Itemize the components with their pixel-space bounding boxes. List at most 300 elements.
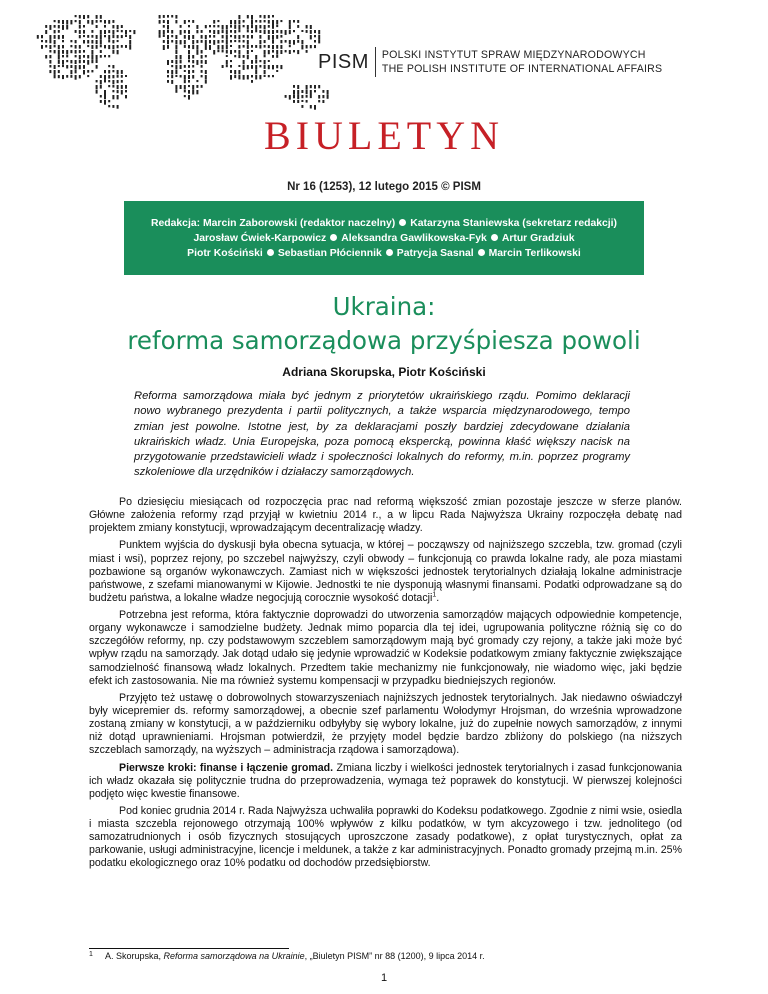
map-dot bbox=[75, 70, 77, 73]
map-dot bbox=[96, 60, 98, 63]
map-dot bbox=[251, 45, 253, 48]
map-dot bbox=[87, 35, 89, 38]
header bbox=[0, 0, 768, 130]
article-body bbox=[89, 496, 682, 875]
map-dot bbox=[163, 15, 165, 18]
map-dot bbox=[91, 45, 93, 49]
map-dot bbox=[66, 60, 68, 62]
bullet-dot-icon bbox=[386, 249, 393, 256]
bullet-dot-icon bbox=[330, 234, 337, 241]
map-dot bbox=[100, 45, 102, 47]
map-dot bbox=[167, 75, 169, 77]
institute-name-pl: POLSKI INSTYTUT SPRAW MIĘDZYNARODOWYCH bbox=[381, 49, 646, 61]
map-dot bbox=[301, 45, 303, 49]
map-dot bbox=[75, 30, 77, 33]
map-dot bbox=[188, 70, 190, 74]
map-dot bbox=[272, 65, 274, 69]
map-dot bbox=[125, 75, 127, 77]
map-dot bbox=[297, 50, 299, 54]
map-dot bbox=[243, 60, 245, 64]
map-dot bbox=[41, 40, 43, 42]
map-dot bbox=[243, 55, 245, 58]
world-map-logo-icon bbox=[16, 6, 356, 118]
map-dot bbox=[268, 25, 270, 28]
map-dot bbox=[230, 65, 232, 68]
map-dot bbox=[205, 35, 207, 39]
map-dot bbox=[280, 45, 282, 49]
map-dot bbox=[184, 35, 186, 39]
map-dot bbox=[222, 30, 224, 33]
map-dot bbox=[222, 35, 224, 38]
map-dot bbox=[104, 100, 106, 105]
map-dot bbox=[83, 30, 85, 34]
footnote-cited-title: Reforma samorządowa na Ukrainie bbox=[163, 951, 305, 961]
map-dot bbox=[201, 30, 203, 33]
map-dot bbox=[289, 50, 291, 54]
map-dot bbox=[66, 65, 68, 69]
map-dot bbox=[125, 90, 127, 92]
map-dot bbox=[159, 30, 161, 35]
map-dot bbox=[83, 55, 85, 58]
map-dot bbox=[251, 25, 253, 28]
map-dot bbox=[293, 90, 295, 95]
map-dot bbox=[75, 45, 77, 49]
map-dot bbox=[285, 30, 287, 35]
map-dot bbox=[314, 40, 316, 43]
map-dot bbox=[175, 50, 177, 54]
map-dot bbox=[276, 50, 278, 55]
map-dot bbox=[234, 20, 236, 25]
map-dot bbox=[259, 30, 261, 33]
map-dot bbox=[196, 80, 198, 82]
map-dot bbox=[79, 20, 81, 24]
map-dot bbox=[310, 90, 312, 95]
map-dot bbox=[306, 85, 308, 90]
map-dot bbox=[226, 45, 228, 49]
map-dot bbox=[293, 40, 295, 45]
map-dot bbox=[100, 95, 102, 98]
institute-name-en: THE POLISH INSTITUTE OF INTERNATIONAL AFFAIRS bbox=[381, 63, 663, 75]
map-dot bbox=[87, 75, 89, 77]
map-dot bbox=[171, 75, 173, 78]
map-dot bbox=[230, 45, 232, 47]
map-dot bbox=[314, 85, 316, 89]
map-dot bbox=[264, 70, 266, 74]
map-dot bbox=[125, 35, 127, 37]
map-dot bbox=[87, 70, 89, 73]
map-dot bbox=[112, 75, 114, 78]
map-dot bbox=[255, 45, 257, 48]
map-dot bbox=[222, 65, 224, 68]
map-dot bbox=[175, 55, 177, 59]
map-dot bbox=[217, 50, 219, 52]
map-dot bbox=[112, 40, 114, 43]
map-dot bbox=[205, 75, 207, 80]
map-dot bbox=[238, 40, 240, 42]
map-dot bbox=[243, 45, 245, 48]
map-dot bbox=[230, 30, 232, 33]
map-dot bbox=[167, 35, 169, 39]
map-dot bbox=[226, 25, 228, 30]
footnote-number: 1 bbox=[89, 951, 93, 958]
map-dot bbox=[251, 20, 253, 25]
map-dot bbox=[175, 75, 177, 77]
map-dot bbox=[306, 50, 308, 53]
map-dot bbox=[184, 70, 186, 72]
map-dot bbox=[247, 15, 249, 18]
map-dot bbox=[66, 20, 68, 25]
map-dot bbox=[192, 35, 194, 39]
map-dot bbox=[175, 45, 177, 50]
map-dot bbox=[79, 50, 81, 53]
map-dot bbox=[104, 45, 106, 48]
bullet-dot-icon bbox=[478, 249, 485, 256]
map-dot bbox=[87, 60, 89, 65]
map-dot bbox=[247, 65, 249, 69]
map-dot bbox=[100, 40, 102, 45]
map-dot bbox=[222, 25, 224, 30]
map-dot bbox=[96, 90, 98, 94]
map-dot bbox=[163, 35, 165, 37]
map-dot bbox=[175, 60, 177, 64]
map-dot bbox=[129, 45, 131, 50]
map-dot bbox=[243, 40, 245, 43]
map-dot bbox=[301, 100, 303, 102]
map-dot bbox=[91, 70, 93, 72]
article-authors: Adriana Skorupska, Piotr Kościński bbox=[282, 365, 486, 379]
map-dot bbox=[201, 70, 203, 73]
map-dot bbox=[196, 25, 198, 29]
map-dot bbox=[272, 50, 274, 53]
map-dot bbox=[104, 55, 106, 57]
map-dot bbox=[125, 85, 127, 89]
paragraph-4: Przyjęto też ustawę o dobrowolnych stowarzyszeniach najniższych jednostek terytorialnych. Jak niedawno oświadczył były wicepremier ds. reformy samorządowej, a obecnie szef parlamentu Wołodymyr Hrojsman, do września wprowadzone zostaną zmiany w konstytucji, a w październiku odbyłyby się wybory lokalne, już do zupełnie nowych samorządów, z innymi niż dotąd uprawnieniami. Hrojsman potwierdził, że przyjęty model będzie bardzo zbliżony do polskiego (na niższych szczeblach samorządy, na wyższych – administracja rządowa i samorządowa). bbox=[89, 691, 682, 757]
map-dot bbox=[213, 25, 215, 27]
map-dot bbox=[234, 35, 236, 39]
map-dot bbox=[45, 55, 47, 59]
editorial-line-1: Redakcja: Marcin Zaborowski (redaktor naczelny) Katarzyna Staniewska (sekretarz redakcji) bbox=[150, 217, 618, 229]
map-dot bbox=[251, 30, 253, 33]
map-dot bbox=[188, 90, 190, 94]
map-dot bbox=[310, 35, 312, 39]
map-dot bbox=[301, 90, 303, 93]
map-dot bbox=[243, 35, 245, 38]
map-dot bbox=[280, 20, 282, 22]
map-dot bbox=[108, 105, 110, 107]
page-number: 1 bbox=[380, 972, 388, 984]
map-dot bbox=[192, 55, 194, 59]
map-dot bbox=[163, 30, 165, 35]
map-dot bbox=[251, 80, 253, 83]
map-dot bbox=[238, 65, 240, 67]
paragraph-2: Punktem wyjścia do dyskusji była obecna sytuacja, w której – począwszy od najniższego szczebla, tzw. gromad (czyli miast i wsi), poprzez rejony, po szczebel najwyższy, czyli obwody – funkcjonują co prawda lokalne rady, ale poza miastami pozbawione są organów wykonawczych. Zamiast nich w większości jednostek terytorialnych działają lokalne administracje państwowe, z szefami mianowanymi w Kijowie. Jednostki te nie dysponują własnymi finansami. Podatki odprowadzane są do budżetu państwa, a lokalne władze negocjują corocznie wysokość dotacji$^1$. bbox=[89, 539, 682, 604]
map-dot bbox=[75, 65, 77, 70]
map-dot bbox=[100, 80, 102, 84]
map-dot bbox=[238, 70, 240, 74]
map-dot bbox=[188, 60, 190, 62]
map-dot bbox=[238, 15, 240, 19]
map-dot bbox=[91, 35, 93, 38]
map-dot bbox=[272, 20, 274, 25]
map-dot bbox=[125, 45, 127, 48]
map-dot bbox=[100, 35, 102, 40]
paragraph-1: Po dziesięciu miesiącach od rozpoczęcia prac nad reformą większość zmian pozostaje jeszcze w sferze planów. Główne założenia reformy rząd przyjął w kwietniu 2014 r., a w lipcu Rada Najwyższa Ukrainy rozpoczęła debatę nad projektem zmiany konstytucji, wprowadzającym decentralizację władzy. bbox=[89, 496, 682, 535]
map-dot bbox=[171, 80, 173, 84]
map-dot bbox=[259, 60, 261, 62]
map-dot bbox=[54, 40, 56, 44]
map-dot bbox=[301, 95, 303, 98]
map-dot bbox=[180, 75, 182, 78]
map-dot bbox=[205, 40, 207, 45]
map-dot bbox=[58, 20, 60, 23]
map-dot bbox=[201, 75, 203, 77]
map-dot bbox=[117, 25, 119, 29]
map-dot bbox=[272, 30, 274, 34]
map-dot bbox=[171, 65, 173, 67]
map-dot bbox=[272, 35, 274, 40]
map-dot bbox=[297, 40, 299, 43]
map-dot bbox=[209, 40, 211, 44]
map-dot bbox=[175, 85, 177, 90]
map-dot bbox=[163, 25, 165, 28]
map-dot bbox=[125, 95, 127, 98]
map-dot bbox=[306, 95, 308, 98]
map-dot bbox=[264, 15, 266, 19]
map-dot bbox=[310, 30, 312, 34]
map-dot bbox=[264, 40, 266, 43]
map-dot bbox=[117, 80, 119, 83]
map-dot bbox=[104, 20, 106, 24]
map-dot bbox=[117, 95, 119, 99]
map-dot bbox=[268, 30, 270, 34]
map-dot bbox=[264, 20, 266, 22]
map-dot bbox=[129, 40, 131, 45]
map-dot bbox=[318, 40, 320, 43]
bullet-dot-icon bbox=[491, 234, 498, 241]
map-dot bbox=[264, 55, 266, 57]
map-dot bbox=[45, 45, 47, 48]
map-dot bbox=[188, 65, 190, 68]
map-dot bbox=[306, 100, 308, 103]
map-dot bbox=[234, 40, 236, 42]
map-dot bbox=[112, 80, 114, 84]
map-dot bbox=[58, 45, 60, 49]
map-dot bbox=[121, 35, 123, 38]
map-dot bbox=[79, 45, 81, 49]
footnote-reference[interactable]: 1 bbox=[432, 591, 437, 599]
article-lead: Reforma samorządowa miała być jednym z priorytetów ukraińskiego rządu. Pomimo deklaracji nowo wybranego prezydenta i partii politycznych, a także wsparcia międzynarodowego, tempo zmian jest powolne. Istotne jest, by za deklaracjami poszły bardziej zdecydowane działania ukraińskich władz. Unia Europejska, poza pomocą ekspercką, powinna kłaść większy nacisk na przygotowanie przedstawicieli władz i społeczności lokalnych do reformy, m.in. poprzez programy szkoleniowe dla urzędników i działaczy samorządowych. bbox=[134, 390, 630, 479]
map-dot bbox=[104, 80, 106, 83]
map-dot bbox=[100, 30, 102, 35]
map-dot bbox=[112, 70, 114, 72]
map-dot bbox=[264, 25, 266, 29]
map-dot bbox=[255, 30, 257, 32]
map-dot bbox=[180, 40, 182, 44]
map-dot bbox=[230, 35, 232, 37]
pism-logo bbox=[318, 44, 662, 80]
map-dot bbox=[91, 40, 93, 44]
map-dot bbox=[87, 15, 89, 18]
map-dot bbox=[318, 100, 320, 102]
map-dot bbox=[83, 35, 85, 37]
map-dot bbox=[205, 70, 207, 74]
map-dot bbox=[192, 45, 194, 49]
map-dot bbox=[96, 55, 98, 60]
map-dot bbox=[255, 55, 257, 60]
map-dot bbox=[91, 30, 93, 33]
map-dot bbox=[175, 15, 177, 19]
map-dot bbox=[70, 40, 72, 42]
map-dot bbox=[96, 80, 98, 82]
map-dot bbox=[91, 20, 93, 25]
map-dot bbox=[268, 35, 270, 40]
map-dot bbox=[117, 40, 119, 42]
map-dot bbox=[100, 55, 102, 58]
map-dot bbox=[192, 90, 194, 95]
map-dot bbox=[70, 70, 72, 74]
footnote-separator bbox=[89, 948, 289, 949]
map-dot bbox=[171, 70, 173, 75]
footnote: 1 A. Skorupska, Reforma samorządowa na Ukrainie, „Biuletyn PISM” nr 88 (1200), 9 lipca 2014 r. bbox=[89, 951, 485, 961]
map-dot bbox=[62, 60, 64, 65]
map-dot bbox=[247, 50, 249, 54]
map-dot bbox=[54, 75, 56, 78]
map-dot bbox=[159, 35, 161, 38]
map-dot bbox=[238, 45, 240, 49]
bulletin-title: BIULETYN bbox=[264, 113, 504, 158]
map-dot bbox=[58, 50, 60, 55]
map-dot bbox=[100, 100, 102, 103]
map-dot bbox=[167, 25, 169, 29]
map-dot bbox=[175, 20, 177, 23]
map-dot bbox=[280, 40, 282, 43]
map-dot bbox=[327, 90, 329, 95]
map-dot bbox=[310, 95, 312, 98]
map-dot bbox=[83, 40, 85, 44]
map-dot bbox=[121, 75, 123, 78]
map-dot bbox=[91, 60, 93, 63]
map-dot bbox=[188, 75, 190, 79]
map-dot bbox=[70, 65, 72, 68]
map-dot bbox=[159, 20, 161, 24]
map-dot bbox=[171, 35, 173, 37]
map-dot bbox=[167, 15, 169, 18]
map-dot bbox=[49, 65, 51, 68]
map-dot bbox=[268, 20, 270, 24]
map-dot bbox=[108, 75, 110, 79]
map-dot bbox=[163, 40, 165, 43]
editorial-line-3: Piotr Kościński Sebastian Płóciennik Patrycja Sasnal Marcin Terlikowski bbox=[187, 247, 581, 259]
map-dot bbox=[171, 60, 173, 63]
map-dot bbox=[247, 30, 249, 32]
map-dot bbox=[83, 65, 85, 69]
map-dot bbox=[306, 30, 308, 33]
map-dot bbox=[314, 90, 316, 92]
map-dot bbox=[259, 35, 261, 39]
map-dot bbox=[217, 40, 219, 44]
map-dot bbox=[272, 75, 274, 77]
map-dot bbox=[196, 90, 198, 94]
map-dot bbox=[217, 30, 219, 34]
map-dot bbox=[108, 45, 110, 49]
map-dot bbox=[108, 20, 110, 24]
map-dot bbox=[184, 45, 186, 48]
map-dot bbox=[188, 45, 190, 49]
map-dot bbox=[112, 105, 114, 108]
map-dot bbox=[108, 40, 110, 42]
map-dot bbox=[285, 40, 287, 43]
map-dot bbox=[75, 20, 77, 22]
map-dot bbox=[112, 95, 114, 99]
map-dot bbox=[272, 55, 274, 58]
map-dot bbox=[230, 20, 232, 24]
map-dot bbox=[297, 90, 299, 95]
map-dot bbox=[234, 50, 236, 53]
map-dot bbox=[180, 85, 182, 89]
map-dot bbox=[159, 15, 161, 19]
map-dot bbox=[276, 20, 278, 25]
map-dot bbox=[54, 50, 56, 53]
map-dot bbox=[49, 45, 51, 49]
map-dot bbox=[104, 75, 106, 80]
map-dot bbox=[37, 35, 39, 39]
map-dot bbox=[255, 25, 257, 30]
map-dot bbox=[104, 70, 106, 73]
map-dot bbox=[108, 65, 110, 67]
map-dot bbox=[310, 105, 312, 109]
map-dot bbox=[243, 20, 245, 23]
map-dot bbox=[213, 50, 215, 55]
map-dot bbox=[247, 75, 249, 79]
map-dot bbox=[259, 45, 261, 49]
map-dot bbox=[117, 45, 119, 48]
map-dot bbox=[272, 40, 274, 44]
map-dot bbox=[255, 20, 257, 22]
map-dot bbox=[49, 70, 51, 73]
map-dot bbox=[104, 25, 106, 28]
map-dot bbox=[104, 30, 106, 34]
map-dot bbox=[100, 50, 102, 53]
map-dot bbox=[217, 20, 219, 22]
map-dot bbox=[268, 15, 270, 18]
map-dot bbox=[201, 65, 203, 68]
map-dot bbox=[171, 15, 173, 18]
map-dot bbox=[117, 50, 119, 54]
map-dot bbox=[75, 55, 77, 57]
map-dot bbox=[192, 40, 194, 44]
map-dot bbox=[264, 30, 266, 34]
section-heading: Pierwsze kroki: finanse i łączenie gromad. bbox=[119, 761, 334, 774]
map-dot bbox=[222, 40, 224, 43]
map-dot bbox=[238, 75, 240, 79]
map-dot bbox=[272, 45, 274, 49]
map-dot bbox=[314, 45, 316, 48]
map-dot bbox=[318, 95, 320, 99]
map-dot bbox=[112, 50, 114, 54]
map-dot bbox=[251, 75, 253, 78]
map-dot bbox=[70, 45, 72, 47]
map-dot bbox=[58, 35, 60, 39]
map-dot bbox=[100, 15, 102, 19]
map-dot bbox=[75, 15, 77, 17]
map-dot bbox=[188, 80, 190, 83]
map-dot bbox=[201, 50, 203, 54]
map-dot bbox=[259, 75, 261, 79]
map-dot bbox=[293, 50, 295, 52]
map-dot bbox=[322, 90, 324, 93]
map-dot bbox=[100, 75, 102, 78]
map-dot bbox=[247, 45, 249, 49]
